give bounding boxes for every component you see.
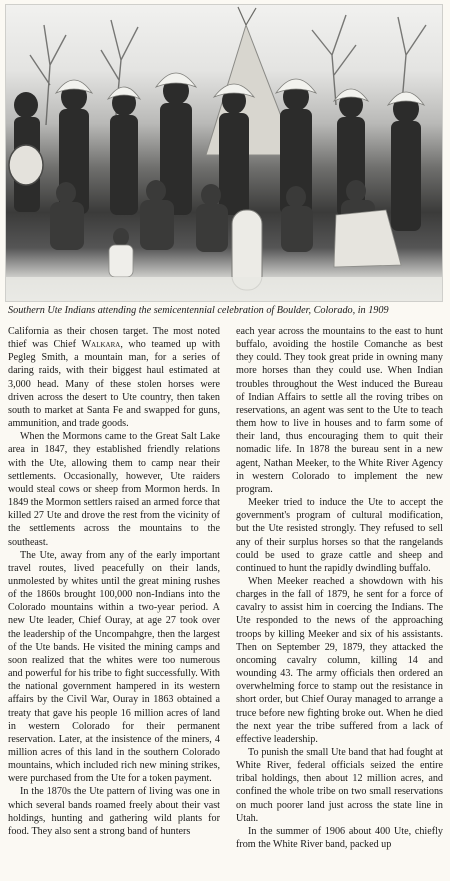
chief-name: Walkara (81, 339, 121, 351)
text-column-right (236, 325, 443, 851)
historical-photograph (5, 4, 443, 302)
paragraph: each year across the mountains to the east to hunt buffalo, avoiding the hostile Comanche as best they could. They took great pride in owning many more horses than they could use. When Indian troubles throughout the West induced the Bureau of Indian Affairs to settle all the roving tribes on reservations, an agent was sent to the Ute to teach them how to live in houses and to farm some of their land, thus encouraging them to quit their nomadic life. In 1878 the bureau sent in a new agent, Nathan Meeker, to the White River Agency in western Colorado to implement the new program. (236, 326, 443, 495)
paragraph: In the summer of 1906 about 400 Ute, chiefly from the White River band, packed up (236, 825, 443, 851)
group-portrait-illustration (6, 5, 442, 301)
paragraph: When the Mormons came to the Great Salt Lake area in 1847, they established friendly relations with the Ute, allowing them to camp near their settlements. Occasionally, however, Ute raiders would steal cows or sheep from Mormon herds. In 1849 the Mormon settlers raised an armed force that killed 27 Ute and drove the rest from the vicinity of the settlements across the mountains to the southeast. (8, 431, 220, 548)
paragraph (8, 325, 220, 430)
paragraph-text: California as their chosen target. The most noted thief was Chief (8, 326, 220, 351)
paragraph: To punish the small Ute band that had fought at White River, federal officials seized the entire tribal holdings, then about 12 million acres, and confined the whole tribe on two small reservations on much poorer land just across the state line in Utah. (236, 747, 443, 824)
paragraph: The Ute, away from any of the early important travel routes, lived peacefully on their lands, unmolested by whites until the great mining rushes of the 1860s brought 100,000 non-Indians into the Colorado mountains within a two-year period. A new Ute leader, Chief Ouray, at age 27 took over the leadership of the Uncompahgre, then the largest of the Ute bands. He visited the mining camps and soon realized that the whites were too numerous and powerful for his tribe to fight successfully. With the national government hampered in its western affairs by the Civil War, Ouray in 1863 obtained a treaty that gave his people 16 million acres of land in western Colorado for their permanent reservation. Later, at the insistence of the miners, 4 million acres of this land in the southern Colorado mountains, which included rich new mining strikes, were purchased from the Ute for a token payment. (8, 549, 220, 785)
paragraph: When Meeker reached a showdown with his charges in the fall of 1879, he sent for a force of cavalry to assist him in coercing the Indians. The Ute responded to the news of the approaching troops by killing Meeker and six of his assistants. Then on September 29, 1879, they attacked the oncoming cavalry column, killing 14 and wounding 43. The army officials then ordered an overwhelming force to stamp out the resistance in short order, but Chief Ouray managed to arrange a truce before new fighting broke out. When he died the next year the tribe suffered from a lack of effective leadership. (236, 575, 443, 745)
paragraph-text: , who teamed up with Pegleg Smith, a mountain man, for a series of daring raids, with their biggest haul estimated at 3,000 head. Many of these stolen horses were driven across the desert to Ute country, then taken south to market at Santa Fe and swapped for guns, ammunition, and trade goods. (8, 339, 221, 430)
paragraph: In the 1870s the Ute pattern of living was one in which several bands roamed freely about their vast holdings, hunting and gathering wild plants for food. They also sent a strong band of hunters (8, 786, 220, 837)
text-column-left (8, 325, 220, 838)
photo-caption: Southern Ute Indians attending the semicentennial celebration of Boulder, Colorado, in 1909 (8, 305, 389, 316)
paragraph: Meeker tried to induce the Ute to accept the government's program of cultural modification, but the Ute resisted strongly. They refused to sell any of their surplus horses so that the rangelands could be used to graze cattle and sheep and continued to hunt the rapidly dwindling buffalo. (236, 497, 443, 574)
